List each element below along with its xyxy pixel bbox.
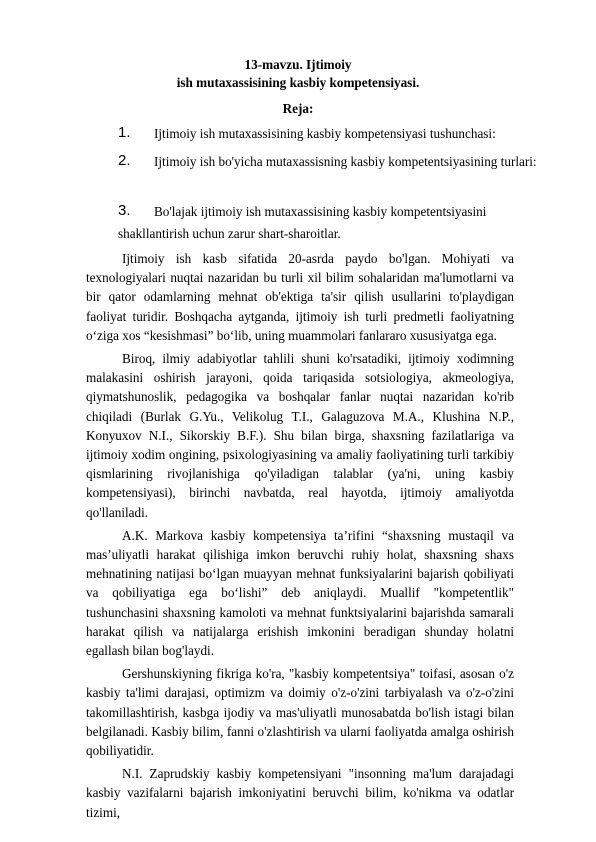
plan-item	[118, 151, 538, 173]
paragraph: Biroq, ilmiy adabiyotlar tahlili shuni ko'rsatadiki, ijtimoiy xodimning malakasini oshirish jarayoni, qoida tariqasida sotsiologiya, akmeologiya, qiymatshunoslik, pedagogika va boshqalar fanlar nuqtai nazaridan ko'rib chiqiladi (Burlak G.Yu., Velikolug T.I., Galaguzova M.A., Klushina N.P., Konyuxov N.I., Sikorskiy B.F.). Shu bilan birga, shaxsning fazilatlariga va ijtimoiy xodim ongining, psixologiyasining va amaliy faoliyatining turli tarkibiy qismlarining rivojlanishiga qo'yiladigan talablar (ya'ni, uning kasbiy kompetensiyasi), birinchi navbatda, real hayotda, ijtimoiy amaliyotda qo'llaniladi.	[86, 351, 514, 520]
page-title	[60, 56, 536, 92]
plan-item-text: Ijtimoiy ish bo'yicha mutaxassisning kasbiy kompetentsiyasining turlari:	[154, 154, 537, 169]
plan-item-text: Ijtimoiy ish mutaxassisining kasbiy kompetensiyasi tushunchasi:	[154, 126, 496, 141]
plan-item-number: 2.	[118, 152, 131, 169]
paragraph: A.K. Markova kasbiy kompetensiya ta’rifini “shaxsning mustaqil va mas’uliyatli harakat qilishiga imkon beruvchi ruhiy holat, shaxsning shaxs mehnatining natijasi bo‘lgan muayyan mehnat funksiyalarini bajarish qobiliyati va qobiliyatiga ega bo‘lishi” deb aniqlaydi. Muallif "kompetentlik" tushunchasini shaxsning kamoloti va mehnat funktsiyalarini bajarishda samarali harakat qilish va natijalarga erishish imkonini beradigan shunday holatni egallash bilan bog'laydi.	[86, 527, 514, 659]
plan-item-number: 1.	[118, 124, 131, 141]
title-line-1: 13-mavzu. Ijtimoiy	[244, 57, 352, 72]
paragraph: N.I. Zaprudskiy kasbiy kompetensiyani "insonning ma'lum darajadagi kasbiy vazifalarni bajarish imkoniyatini beruvchi bilim, ko'nikma va odatlar tizimi,	[86, 766, 514, 820]
paragraph: Ijtimoiy ish kasb sifatida 20-asrda paydo bo'lgan. Mohiyati va texnologiyalari nuqtai nazaridan bu turli xil bilim sohalaridan ma'lumotlarni va bir qator odamlarning mehnat ob'ektiga ta'sir qilish usullarini to'playdigan faoliyat turidir. Boshqacha aytganda, ijtimoiy ish turli predmetli faoliyatning o‘ziga xos “kesishmasi” bo‘lib, uning muammolari fanlararo xususiyatga ega.	[86, 251, 514, 343]
plan-item-text: Bo'lajak ijtimoiy ish mutaxassisining kasbiy kompetentsiyasini shakllantirish uchun zarur shart-sharoitlar.	[118, 204, 487, 241]
paragraph: Gershunskiyning fikriga ko'ra, "kasbiy kompetentsiya" toifasi, asosan o'z kasbiy ta'limi darajasi, optimizm va doimiy o'z-o'zini tarbiyalash va o'z-o'zini takomillashtirish, kasbga ijodiy va mas'uliyatli munosabatda bo'lish istagi bilan belgilanadi. Kasbiy bilim, fanni o'zlashtirish va ularni faoliyatda amalga oshirish qobiliyatidir.	[86, 666, 514, 759]
plan-item	[118, 201, 538, 245]
plan-heading: Reja:	[282, 101, 314, 116]
plan-item-number: 3.	[118, 202, 131, 219]
plan-item	[118, 123, 538, 145]
title-line-2: ish mutaxassisining kasbiy kompetensiyasi.	[176, 75, 420, 90]
body-text	[86, 249, 514, 822]
